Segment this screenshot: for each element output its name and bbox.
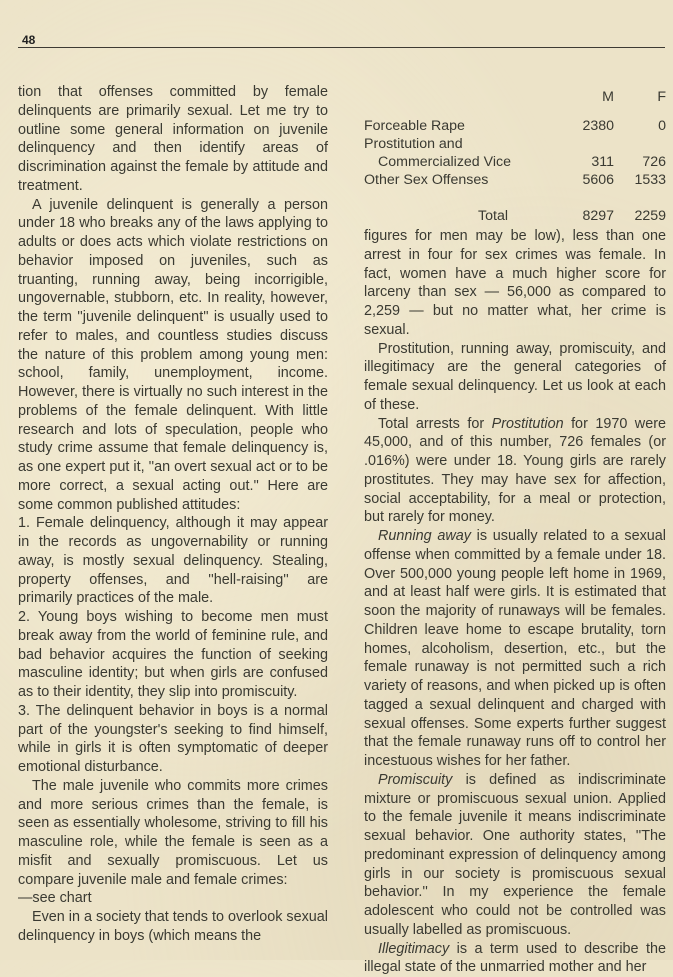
paragraph: The male juvenile who commits more crimes and more serious crimes than the female, is seen as essentially wholesome, striving to fill his masculine role, while the female is seen as a misfit and sexually promiscuous. Let us compare juvenile male and female crimes:	[18, 777, 328, 890]
paragraph: Prostitution, running away, promiscuity, and illegitimacy are the general categories of female sexual delinquency. Let us look at each of these.	[364, 340, 666, 415]
text-run: is a term used to describe the illegal state of the unmarried mother and her	[364, 941, 666, 976]
term-running-away: Running away	[378, 528, 471, 544]
paragraph: figures for men may be low), less than one arrest in four for sex crimes was female. In fact, women have a much higher score for larceny than sex — 56,000 as compared to 2,259 — but no matter what, her crime is sexual.	[364, 227, 666, 340]
row-label: Other Sex Offenses	[364, 171, 562, 189]
row-label: Commercialized Vice	[364, 153, 562, 171]
paragraph: 1. Female delinquency, although it may appear in the records as ungovernability or running away, is mostly sexual delinquency. Stealing, property offenses, and ''hell-raising'' are primarily practices of the male.	[18, 514, 328, 608]
female-total: 2259	[614, 189, 666, 225]
female-count: 1533	[614, 171, 666, 189]
page-number: 48	[22, 33, 35, 47]
male-count: 311	[562, 153, 614, 171]
paragraph: A juvenile delinquent is generally a person under 18 who breaks any of the laws applying to adults or does acts which violate restrictions on behavior imposed on juveniles, such as truanting, running away, being incorrigible, ungovernable, stubborn, etc. In reality, however, the term ''juvenile delinquent'' is usually used to refer to males, and countless studies discuss the nature of this problem among young men: school, family, unemployment, income. However, there is virtually no such interest in the problems of the female delinquent. With little research and lots of speculation, people who study crime assume that female delinquency is, as one expert put it, ''an overt sexual act or to be more correct, a sexual acting out.'' Here are some common published attitudes:	[18, 196, 328, 515]
column-header-f: F	[614, 88, 666, 117]
left-column	[18, 83, 328, 946]
paragraph	[364, 527, 666, 771]
text-run: Total arrests for	[378, 416, 492, 432]
header-rule	[18, 47, 665, 48]
table-total-row	[364, 189, 666, 225]
male-total: 8297	[562, 189, 614, 225]
paragraph: tion that offenses committed by female delinquents are primarily sexual. Let me try to outline some general information on juvenile delinquency and then identify areas of discrimination against the female by attitude and treatment.	[18, 83, 328, 196]
term-illegitimacy: Illegitimacy	[378, 941, 449, 957]
table-header-blank	[364, 88, 562, 117]
term-promiscuity: Promiscuity	[378, 772, 452, 788]
table-row	[364, 171, 666, 189]
female-count: 726	[614, 153, 666, 171]
male-count	[562, 135, 614, 153]
table-row	[364, 117, 666, 135]
paragraph: Even in a society that tends to overlook sexual delinquency in boys (which means the	[18, 908, 328, 946]
paragraph: 2. Young boys wishing to become men must break away from the world of feminine rule, and bad behavior acquires the function of seeking masculine identity; but when girls are confused as to their identity, they slip into promiscuity.	[18, 608, 328, 702]
term-prostitution: Prostitution	[492, 416, 564, 432]
text-run: is usually related to a sexual offense when committed by a female under 18. Over 500,000 young people left home in 1969, and at least half were girls. It is estimated that soon the majority of runaways will be females. Children leave home to escape brutality, torn homes, alcoholism, desertion, etc., but the female runaway is not permitted such a rich variety of reasons, and when picked up is often tagged a sexual delinquent and charged with sexual offenses. Some experts further suggest that the female runaway runs off to control her incestuous wishes for her father.	[364, 528, 666, 769]
paragraph	[364, 415, 666, 528]
female-count: 0	[614, 117, 666, 135]
right-text	[364, 227, 666, 977]
text-run: for 1970 were 45,000, and of this number, 726 females (or .016%) were under 18. Young girls are rarely prostitutes. They may have sex for affection, social acceptability, for a meal or protection, but rarely for money.	[364, 416, 666, 526]
total-label: Total	[364, 189, 562, 225]
text-run: is defined as indiscriminate mixture or promiscuous sexual union. Applied to the female juvenile it means indiscriminate sexual behavior. One authority states, ''The predominant expression of delinquency among girls in our society is promiscuous sexual behavior.'' In my experience the female adolescent who could not be controlled was usually labelled as promiscuous.	[364, 772, 666, 938]
table-row	[364, 153, 666, 171]
crime-table	[364, 88, 666, 225]
male-count: 5606	[562, 171, 614, 189]
right-column	[364, 88, 666, 977]
paragraph	[364, 940, 666, 977]
male-count: 2380	[562, 117, 614, 135]
table-row	[364, 135, 666, 153]
table-header-row	[364, 88, 666, 117]
female-count	[614, 135, 666, 153]
row-label: Prostitution and	[364, 135, 562, 153]
paragraph: 3. The delinquent behavior in boys is a normal part of the youngster's seeking to find himself, while in girls it is often symptomatic of deeper emotional disturbance.	[18, 702, 328, 777]
paragraph: —see chart	[18, 889, 328, 908]
column-header-m: M	[562, 88, 614, 117]
row-label: Forceable Rape	[364, 117, 562, 135]
paragraph	[364, 771, 666, 940]
